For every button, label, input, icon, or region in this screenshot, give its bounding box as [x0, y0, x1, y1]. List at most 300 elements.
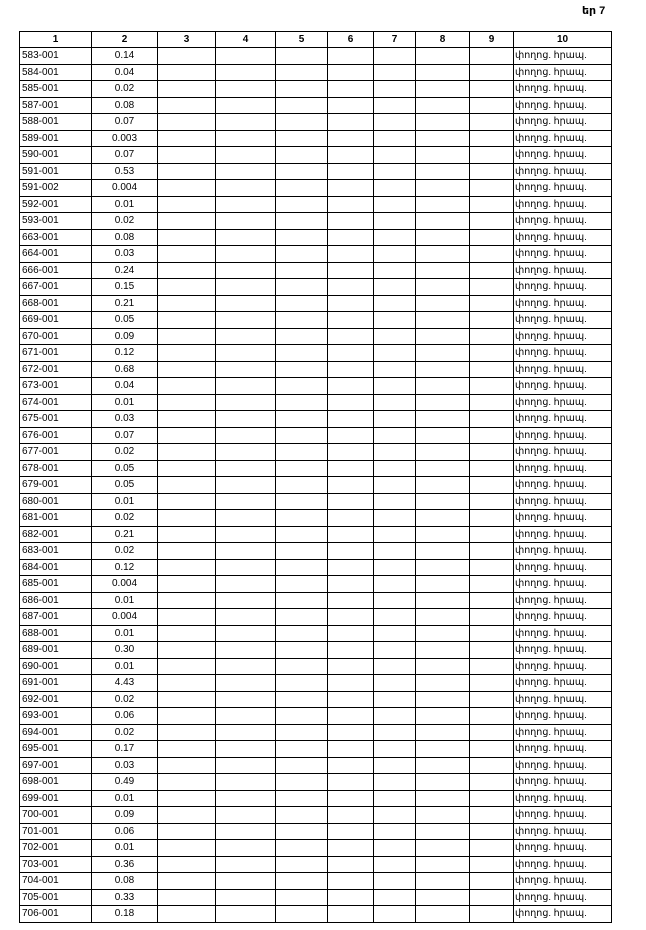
area-cell: 0.06: [92, 823, 158, 840]
row-id-cell: 668-001: [20, 295, 92, 312]
area-cell: 0.01: [92, 658, 158, 675]
use-cell: փողոց. հրապ.: [514, 889, 612, 906]
empty-cell-4: [216, 592, 276, 609]
table-row: [20, 477, 612, 494]
use-cell: փողոց. հրապ.: [514, 345, 612, 362]
row-id-cell: 684-001: [20, 559, 92, 576]
empty-cell-5: [276, 873, 328, 890]
area-cell: 4.43: [92, 675, 158, 692]
empty-cell-5: [276, 708, 328, 725]
empty-cell-8: [416, 708, 470, 725]
empty-cell-5: [276, 97, 328, 114]
use-cell: փողոց. հրապ.: [514, 774, 612, 791]
empty-cell-8: [416, 559, 470, 576]
empty-cell-9: [470, 625, 514, 642]
empty-cell-7: [374, 609, 416, 626]
empty-cell-8: [416, 906, 470, 923]
area-cell: 0.004: [92, 576, 158, 593]
empty-cell-7: [374, 741, 416, 758]
empty-cell-7: [374, 724, 416, 741]
row-id-cell: 673-001: [20, 378, 92, 395]
col-header-8: 8: [416, 32, 470, 48]
area-cell: 0.15: [92, 279, 158, 296]
table-body: [20, 48, 612, 923]
empty-cell-4: [216, 328, 276, 345]
empty-cell-3: [158, 262, 216, 279]
empty-cell-7: [374, 823, 416, 840]
empty-cell-7: [374, 147, 416, 164]
empty-cell-5: [276, 444, 328, 461]
row-id-cell: 694-001: [20, 724, 92, 741]
empty-cell-4: [216, 411, 276, 428]
empty-cell-7: [374, 279, 416, 296]
table-row: [20, 543, 612, 560]
area-cell: 0.14: [92, 48, 158, 65]
empty-cell-8: [416, 625, 470, 642]
empty-cell-6: [328, 97, 374, 114]
row-id-cell: 695-001: [20, 741, 92, 758]
use-cell: փողոց. հրապ.: [514, 823, 612, 840]
row-id-cell: 664-001: [20, 246, 92, 263]
empty-cell-8: [416, 262, 470, 279]
empty-cell-3: [158, 394, 216, 411]
empty-cell-7: [374, 460, 416, 477]
row-id-cell: 593-001: [20, 213, 92, 230]
empty-cell-7: [374, 774, 416, 791]
empty-cell-6: [328, 790, 374, 807]
empty-cell-7: [374, 543, 416, 560]
empty-cell-8: [416, 361, 470, 378]
empty-cell-5: [276, 691, 328, 708]
empty-cell-7: [374, 130, 416, 147]
use-cell: փողոց. հրապ.: [514, 444, 612, 461]
empty-cell-6: [328, 427, 374, 444]
empty-cell-4: [216, 510, 276, 527]
col-header-3: 3: [158, 32, 216, 48]
empty-cell-3: [158, 493, 216, 510]
empty-cell-7: [374, 510, 416, 527]
row-id-cell: 702-001: [20, 840, 92, 857]
empty-cell-5: [276, 361, 328, 378]
empty-cell-5: [276, 741, 328, 758]
empty-cell-3: [158, 774, 216, 791]
use-cell: փողոց. հրապ.: [514, 642, 612, 659]
empty-cell-5: [276, 840, 328, 857]
empty-cell-9: [470, 81, 514, 98]
empty-cell-3: [158, 807, 216, 824]
row-id-cell: 676-001: [20, 427, 92, 444]
empty-cell-3: [158, 378, 216, 395]
empty-cell-7: [374, 411, 416, 428]
empty-cell-7: [374, 906, 416, 923]
empty-cell-6: [328, 576, 374, 593]
empty-cell-9: [470, 279, 514, 296]
row-id-cell: 699-001: [20, 790, 92, 807]
empty-cell-8: [416, 493, 470, 510]
empty-cell-7: [374, 64, 416, 81]
use-cell: փողոց. հրապ.: [514, 64, 612, 81]
area-cell: 0.09: [92, 328, 158, 345]
empty-cell-9: [470, 328, 514, 345]
area-cell: 0.004: [92, 609, 158, 626]
table-row: [20, 741, 612, 758]
empty-cell-3: [158, 295, 216, 312]
use-cell: փողոց. հրապ.: [514, 477, 612, 494]
empty-cell-6: [328, 493, 374, 510]
row-id-cell: 701-001: [20, 823, 92, 840]
empty-cell-5: [276, 147, 328, 164]
empty-cell-5: [276, 345, 328, 362]
empty-cell-8: [416, 642, 470, 659]
table-row: [20, 378, 612, 395]
empty-cell-5: [276, 625, 328, 642]
empty-cell-4: [216, 279, 276, 296]
table-row: [20, 180, 612, 197]
empty-cell-9: [470, 213, 514, 230]
empty-cell-8: [416, 444, 470, 461]
empty-cell-9: [470, 840, 514, 857]
empty-cell-3: [158, 213, 216, 230]
empty-cell-7: [374, 493, 416, 510]
table-row: [20, 196, 612, 213]
area-cell: 0.07: [92, 114, 158, 131]
empty-cell-3: [158, 64, 216, 81]
use-cell: փողոց. հրապ.: [514, 312, 612, 329]
table-row: [20, 229, 612, 246]
area-cell: 0.21: [92, 526, 158, 543]
empty-cell-4: [216, 229, 276, 246]
empty-cell-8: [416, 609, 470, 626]
empty-cell-7: [374, 691, 416, 708]
empty-cell-3: [158, 790, 216, 807]
use-cell: փողոց. հրապ.: [514, 229, 612, 246]
empty-cell-4: [216, 526, 276, 543]
area-cell: 0.01: [92, 790, 158, 807]
empty-cell-6: [328, 163, 374, 180]
empty-cell-6: [328, 180, 374, 197]
area-cell: 0.02: [92, 81, 158, 98]
empty-cell-4: [216, 708, 276, 725]
empty-cell-9: [470, 378, 514, 395]
area-cell: 0.02: [92, 724, 158, 741]
empty-cell-4: [216, 543, 276, 560]
empty-cell-8: [416, 807, 470, 824]
empty-cell-4: [216, 262, 276, 279]
table-row: [20, 807, 612, 824]
empty-cell-5: [276, 460, 328, 477]
empty-cell-6: [328, 856, 374, 873]
empty-cell-7: [374, 295, 416, 312]
empty-cell-5: [276, 642, 328, 659]
empty-cell-9: [470, 774, 514, 791]
empty-cell-4: [216, 790, 276, 807]
use-cell: փողոց. հրապ.: [514, 592, 612, 609]
empty-cell-7: [374, 229, 416, 246]
empty-cell-6: [328, 394, 374, 411]
empty-cell-9: [470, 411, 514, 428]
row-id-cell: 588-001: [20, 114, 92, 131]
empty-cell-3: [158, 163, 216, 180]
empty-cell-6: [328, 460, 374, 477]
empty-cell-4: [216, 163, 276, 180]
empty-cell-9: [470, 642, 514, 659]
empty-cell-6: [328, 328, 374, 345]
empty-cell-6: [328, 823, 374, 840]
empty-cell-9: [470, 856, 514, 873]
table-row: [20, 510, 612, 527]
empty-cell-5: [276, 493, 328, 510]
empty-cell-4: [216, 576, 276, 593]
empty-cell-7: [374, 790, 416, 807]
use-cell: փողոց. հրապ.: [514, 279, 612, 296]
empty-cell-9: [470, 97, 514, 114]
land-register-table: [19, 31, 612, 923]
empty-cell-9: [470, 361, 514, 378]
empty-cell-9: [470, 576, 514, 593]
empty-cell-6: [328, 81, 374, 98]
empty-cell-9: [470, 229, 514, 246]
empty-cell-6: [328, 543, 374, 560]
empty-cell-7: [374, 378, 416, 395]
row-id-cell: 691-001: [20, 675, 92, 692]
area-cell: 0.53: [92, 163, 158, 180]
use-cell: փողոց. հրապ.: [514, 147, 612, 164]
table-row: [20, 493, 612, 510]
area-cell: 0.12: [92, 559, 158, 576]
empty-cell-5: [276, 163, 328, 180]
empty-cell-8: [416, 163, 470, 180]
empty-cell-5: [276, 856, 328, 873]
empty-cell-7: [374, 675, 416, 692]
table-row: [20, 790, 612, 807]
empty-cell-9: [470, 427, 514, 444]
use-cell: փողոց. հրապ.: [514, 691, 612, 708]
empty-cell-7: [374, 97, 416, 114]
empty-cell-4: [216, 477, 276, 494]
empty-cell-3: [158, 114, 216, 131]
empty-cell-4: [216, 724, 276, 741]
empty-cell-9: [470, 757, 514, 774]
row-id-cell: 706-001: [20, 906, 92, 923]
area-cell: 0.08: [92, 229, 158, 246]
empty-cell-3: [158, 708, 216, 725]
empty-cell-6: [328, 757, 374, 774]
row-id-cell: 697-001: [20, 757, 92, 774]
empty-cell-6: [328, 625, 374, 642]
row-id-cell: 587-001: [20, 97, 92, 114]
empty-cell-6: [328, 526, 374, 543]
empty-cell-7: [374, 180, 416, 197]
empty-cell-5: [276, 774, 328, 791]
empty-cell-4: [216, 378, 276, 395]
use-cell: փողոց. հրապ.: [514, 526, 612, 543]
empty-cell-8: [416, 675, 470, 692]
row-id-cell: 584-001: [20, 64, 92, 81]
row-id-cell: 591-001: [20, 163, 92, 180]
table-row: [20, 262, 612, 279]
empty-cell-8: [416, 295, 470, 312]
empty-cell-4: [216, 823, 276, 840]
empty-cell-3: [158, 180, 216, 197]
empty-cell-5: [276, 724, 328, 741]
empty-cell-6: [328, 279, 374, 296]
row-id-cell: 663-001: [20, 229, 92, 246]
empty-cell-9: [470, 163, 514, 180]
empty-cell-4: [216, 493, 276, 510]
use-cell: փողոց. հրապ.: [514, 559, 612, 576]
use-cell: փողոց. հրապ.: [514, 196, 612, 213]
use-cell: փողոց. հրապ.: [514, 163, 612, 180]
empty-cell-6: [328, 295, 374, 312]
empty-cell-9: [470, 345, 514, 362]
col-header-1: 1: [20, 32, 92, 48]
table-row: [20, 328, 612, 345]
empty-cell-3: [158, 823, 216, 840]
empty-cell-3: [158, 856, 216, 873]
empty-cell-4: [216, 97, 276, 114]
table-row: [20, 708, 612, 725]
area-cell: 0.003: [92, 130, 158, 147]
empty-cell-5: [276, 328, 328, 345]
empty-cell-4: [216, 114, 276, 131]
area-cell: 0.08: [92, 873, 158, 890]
empty-cell-6: [328, 675, 374, 692]
empty-cell-8: [416, 97, 470, 114]
empty-cell-7: [374, 81, 416, 98]
empty-cell-4: [216, 691, 276, 708]
empty-cell-6: [328, 345, 374, 362]
row-id-cell: 670-001: [20, 328, 92, 345]
empty-cell-8: [416, 130, 470, 147]
empty-cell-8: [416, 873, 470, 890]
empty-cell-8: [416, 147, 470, 164]
empty-cell-6: [328, 807, 374, 824]
empty-cell-4: [216, 460, 276, 477]
empty-cell-5: [276, 130, 328, 147]
col-header-6: 6: [328, 32, 374, 48]
table-row: [20, 823, 612, 840]
empty-cell-6: [328, 691, 374, 708]
empty-cell-4: [216, 873, 276, 890]
area-cell: 0.05: [92, 477, 158, 494]
empty-cell-7: [374, 889, 416, 906]
empty-cell-6: [328, 477, 374, 494]
empty-cell-9: [470, 246, 514, 263]
use-cell: փողոց. հրապ.: [514, 724, 612, 741]
empty-cell-5: [276, 213, 328, 230]
empty-cell-3: [158, 526, 216, 543]
empty-cell-4: [216, 889, 276, 906]
empty-cell-8: [416, 691, 470, 708]
empty-cell-4: [216, 642, 276, 659]
table-row: [20, 889, 612, 906]
empty-cell-3: [158, 196, 216, 213]
empty-cell-3: [158, 97, 216, 114]
use-cell: փողոց. հրապ.: [514, 576, 612, 593]
empty-cell-5: [276, 81, 328, 98]
use-cell: փողոց. հրապ.: [514, 790, 612, 807]
row-id-cell: 591-002: [20, 180, 92, 197]
use-cell: փողոց. հրապ.: [514, 543, 612, 560]
empty-cell-3: [158, 361, 216, 378]
row-id-cell: 705-001: [20, 889, 92, 906]
empty-cell-3: [158, 279, 216, 296]
table-row: [20, 691, 612, 708]
table-row: [20, 642, 612, 659]
row-id-cell: 680-001: [20, 493, 92, 510]
area-cell: 0.18: [92, 906, 158, 923]
use-cell: փողոց. հրապ.: [514, 411, 612, 428]
empty-cell-6: [328, 774, 374, 791]
area-cell: 0.01: [92, 625, 158, 642]
empty-cell-3: [158, 147, 216, 164]
area-cell: 0.12: [92, 345, 158, 362]
empty-cell-9: [470, 889, 514, 906]
empty-cell-6: [328, 609, 374, 626]
empty-cell-9: [470, 807, 514, 824]
area-cell: 0.33: [92, 889, 158, 906]
empty-cell-4: [216, 394, 276, 411]
table-row: [20, 163, 612, 180]
empty-cell-8: [416, 741, 470, 758]
empty-cell-3: [158, 411, 216, 428]
empty-cell-8: [416, 526, 470, 543]
empty-cell-5: [276, 114, 328, 131]
empty-cell-8: [416, 724, 470, 741]
empty-cell-3: [158, 246, 216, 263]
table-row: [20, 625, 612, 642]
table-row: [20, 279, 612, 296]
row-id-cell: 703-001: [20, 856, 92, 873]
table-row: [20, 840, 612, 857]
row-id-cell: 698-001: [20, 774, 92, 791]
empty-cell-5: [276, 229, 328, 246]
empty-cell-3: [158, 345, 216, 362]
area-cell: 0.06: [92, 708, 158, 725]
empty-cell-8: [416, 213, 470, 230]
empty-cell-8: [416, 345, 470, 362]
area-cell: 0.004: [92, 180, 158, 197]
area-cell: 0.02: [92, 543, 158, 560]
empty-cell-6: [328, 378, 374, 395]
empty-cell-4: [216, 757, 276, 774]
empty-cell-8: [416, 394, 470, 411]
empty-cell-9: [470, 592, 514, 609]
empty-cell-4: [216, 658, 276, 675]
empty-cell-5: [276, 196, 328, 213]
empty-cell-5: [276, 906, 328, 923]
empty-cell-6: [328, 246, 374, 263]
empty-cell-7: [374, 873, 416, 890]
empty-cell-6: [328, 708, 374, 725]
empty-cell-9: [470, 708, 514, 725]
table-row: [20, 873, 612, 890]
empty-cell-9: [470, 658, 514, 675]
empty-cell-9: [470, 130, 514, 147]
use-cell: փողոց. հրապ.: [514, 625, 612, 642]
empty-cell-8: [416, 64, 470, 81]
area-cell: 0.05: [92, 312, 158, 329]
empty-cell-7: [374, 394, 416, 411]
empty-cell-9: [470, 295, 514, 312]
row-id-cell: 687-001: [20, 609, 92, 626]
row-id-cell: 686-001: [20, 592, 92, 609]
empty-cell-8: [416, 658, 470, 675]
empty-cell-6: [328, 840, 374, 857]
empty-cell-6: [328, 64, 374, 81]
empty-cell-9: [470, 559, 514, 576]
table-row: [20, 576, 612, 593]
